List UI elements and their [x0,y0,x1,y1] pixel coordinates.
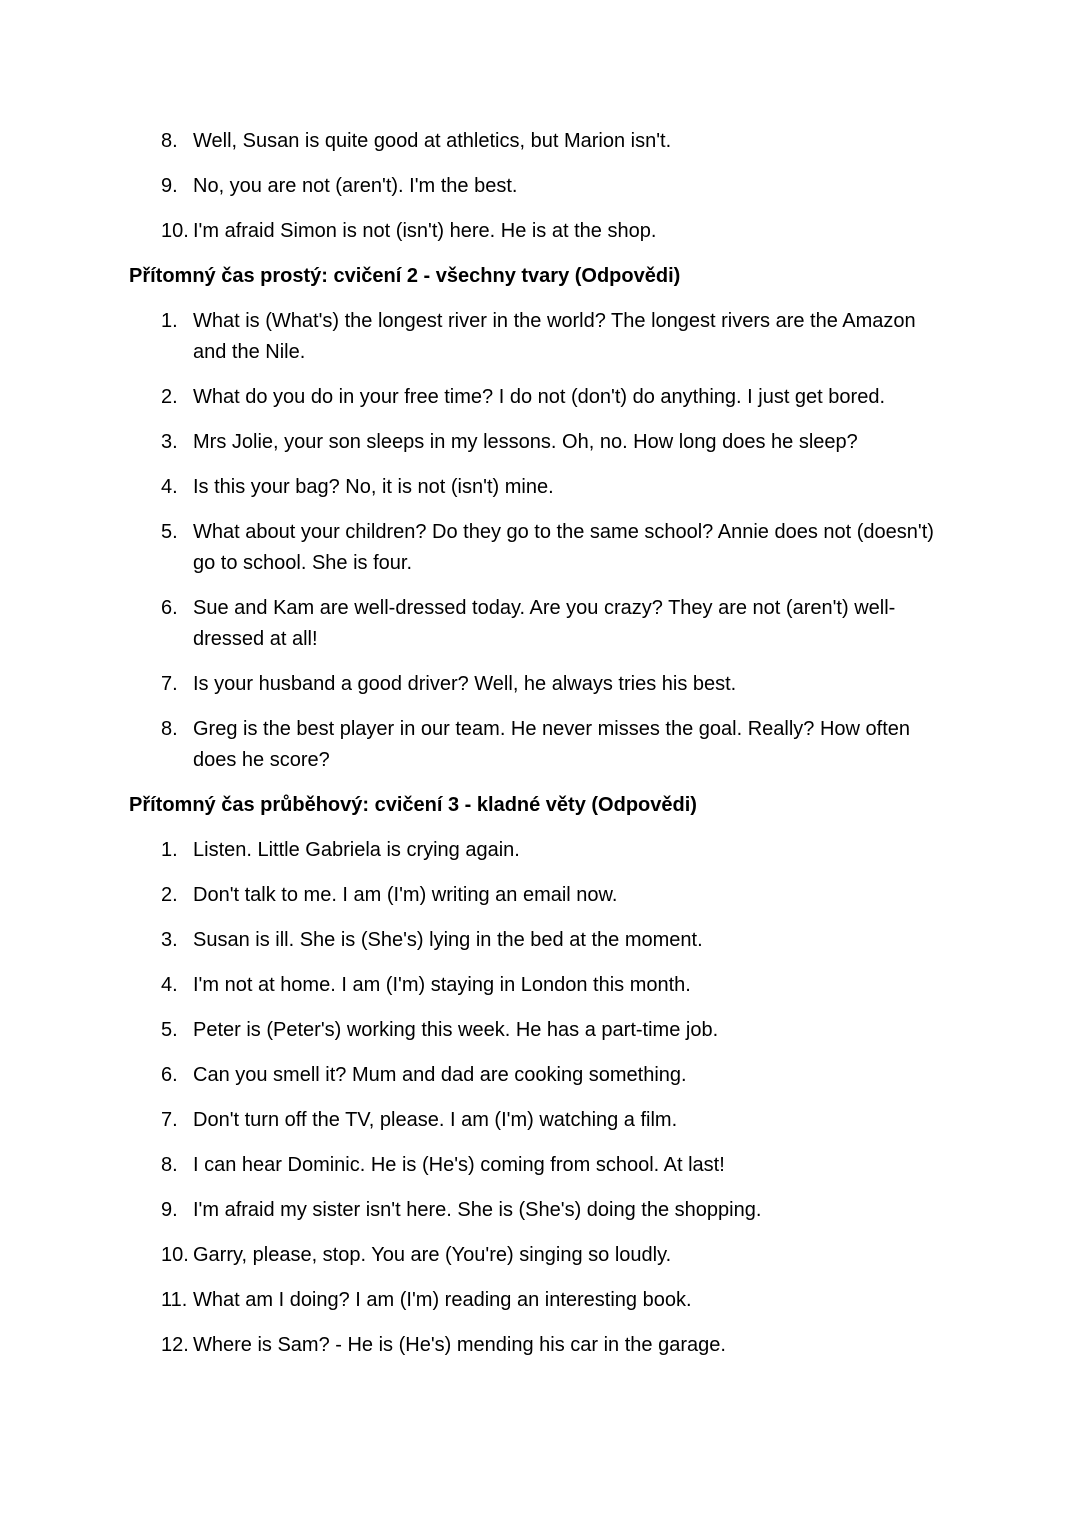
item-number: 1. [161,839,178,861]
item-number: 8. [161,130,178,152]
item-text: Can you smell it? Mum and dad are cooking something. [193,1064,687,1086]
item-number: 7. [161,673,178,695]
list-item [129,306,949,368]
section-heading-present-continuous: Přítomný čas průběhový: cvičení 3 - kladné věty (Odpovědi) [129,794,697,816]
item-number: 5. [161,521,178,543]
item-text: Don't turn off the TV, please. I am (I'm) watching a film. [193,1109,678,1131]
item-number: 4. [161,974,178,996]
item-number: 11. [161,1289,188,1311]
list-item [129,1195,949,1226]
list-item [129,517,949,579]
item-text: I'm afraid my sister isn't here. She is (She's) doing the shopping. [193,1199,762,1221]
list-item [129,382,949,413]
item-number: 8. [161,1154,178,1176]
answer-list-continued [129,126,949,247]
document-content [129,126,949,1375]
list-item [129,925,949,956]
list-item [129,880,949,911]
list-item [129,1285,949,1316]
item-number: 9. [161,1199,178,1221]
item-number: 7. [161,1109,178,1131]
item-text: Garry, please, stop. You are (You're) singing so loudly. [193,1244,672,1266]
item-number: 6. [161,597,178,619]
item-text: Is your husband a good driver? Well, he always tries his best. [193,673,737,695]
item-text: What about your children? Do they go to the same school? Annie does not (doesn't) go to school. She is four. [193,521,934,574]
list-item [129,1060,949,1091]
list-item [129,1150,949,1181]
item-text: Is this your bag? No, it is not (isn't) mine. [193,476,554,498]
list-item [129,1240,949,1271]
item-text: Don't talk to me. I am (I'm) writing an email now. [193,884,618,906]
item-number: 10. [161,1244,189,1266]
item-number: 3. [161,431,178,453]
item-number: 12. [161,1334,189,1356]
item-number: 2. [161,884,178,906]
list-item [129,126,949,157]
item-number: 4. [161,476,178,498]
list-item [129,835,949,866]
item-text: What do you do in your free time? I do not (don't) do anything. I just get bored. [193,386,886,408]
list-item [129,427,949,458]
list-item [129,171,949,202]
item-text: Peter is (Peter's) working this week. He has a part-time job. [193,1019,719,1041]
list-item [129,472,949,503]
item-number: 3. [161,929,178,951]
list-item [129,1105,949,1136]
item-number: 2. [161,386,178,408]
item-text: What am I doing? I am (I'm) reading an interesting book. [193,1289,692,1311]
list-item [129,714,949,776]
item-text: I can hear Dominic. He is (He's) coming from school. At last! [193,1154,725,1176]
item-text: Susan is ill. She is (She's) lying in the bed at the moment. [193,929,703,951]
item-text: I'm not at home. I am (I'm) staying in London this month. [193,974,691,996]
item-text: Sue and Kam are well-dressed today. Are you crazy? They are not (aren't) well-dressed at all! [193,597,896,650]
list-item [129,669,949,700]
section-heading-present-simple: Přítomný čas prostý: cvičení 2 - všechny tvary (Odpovědi) [129,265,681,287]
item-text: No, you are not (aren't). I'm the best. [193,175,518,197]
list-item [129,1330,949,1361]
list-item [129,970,949,1001]
item-number: 8. [161,718,178,740]
item-text: Listen. Little Gabriela is crying again. [193,839,520,861]
item-text: Well, Susan is quite good at athletics, but Marion isn't. [193,130,672,152]
item-text: What is (What's) the longest river in the world? The longest rivers are the Amazon and the Nile. [193,310,916,363]
list-item [129,1015,949,1046]
item-number: 9. [161,175,178,197]
item-number: 10. [161,220,189,242]
item-number: 1. [161,310,178,332]
answer-list-present-simple [129,306,949,776]
item-text: Where is Sam? - He is (He's) mending his car in the garage. [193,1334,726,1356]
answer-list-present-continuous [129,835,949,1361]
item-number: 5. [161,1019,178,1041]
list-item [129,216,949,247]
list-item [129,593,949,655]
item-number: 6. [161,1064,178,1086]
item-text: I'm afraid Simon is not (isn't) here. He is at the shop. [193,220,657,242]
item-text: Greg is the best player in our team. He never misses the goal. Really? How often does he score? [193,718,911,771]
item-text: Mrs Jolie, your son sleeps in my lessons. Oh, no. How long does he sleep? [193,431,858,453]
